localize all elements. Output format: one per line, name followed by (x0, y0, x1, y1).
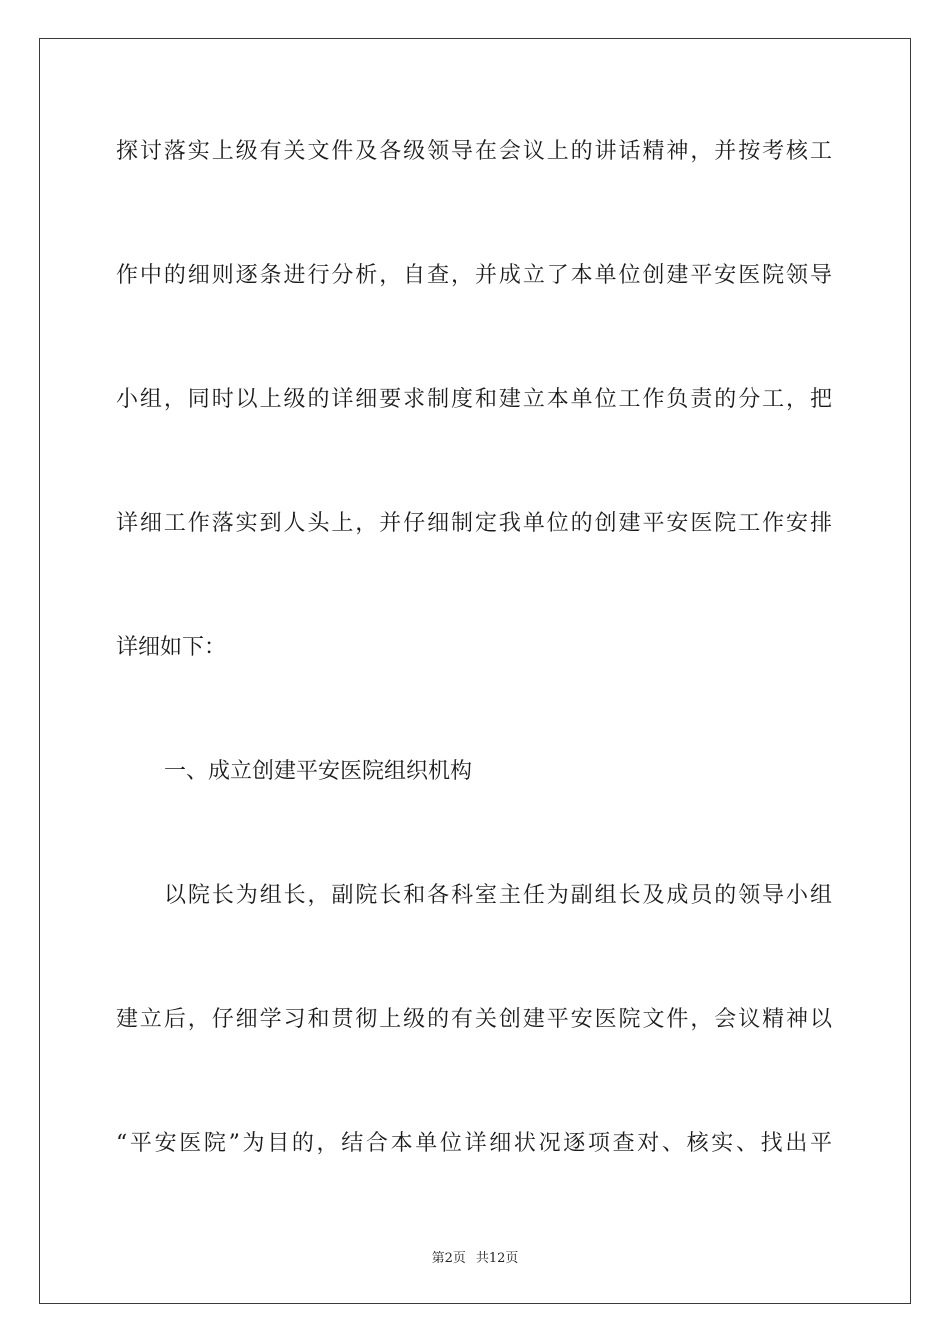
page-total: 共12页 (475, 1251, 519, 1266)
page-footer (0, 1247, 950, 1266)
body-text-line: 探讨落实上级有关文件及各级领导在会议上的讲话精神，并按考核工 (116, 139, 832, 164)
body-text-line: 建立后，仔细学习和贯彻上级的有关创建平安医院文件，会议精神以 (116, 1007, 832, 1032)
body-text-line: “平安医院”为目的，结合本单位详细状况逐项查对、核实、找出平 (116, 1131, 832, 1156)
paragraph-first-line: 以院长为组长，副院长和各科室主任为副组长及成员的领导小组 (164, 883, 832, 908)
body-text-line: 小组，同时以上级的详细要求制度和建立本单位工作负责的分工，把 (116, 387, 832, 412)
page-border (39, 38, 911, 1304)
page-number: 第2页 (431, 1251, 466, 1266)
body-text-line: 详细如下： (116, 635, 227, 660)
body-text-line: 作中的细则逐条进行分析，自查，并成立了本单位创建平安医院领导 (116, 263, 832, 288)
body-text-line: 详细工作落实到人头上，并仔细制定我单位的创建平安医院工作安排 (116, 511, 832, 536)
section-heading: 一、成立创建平安医院组织机构 (164, 759, 473, 784)
